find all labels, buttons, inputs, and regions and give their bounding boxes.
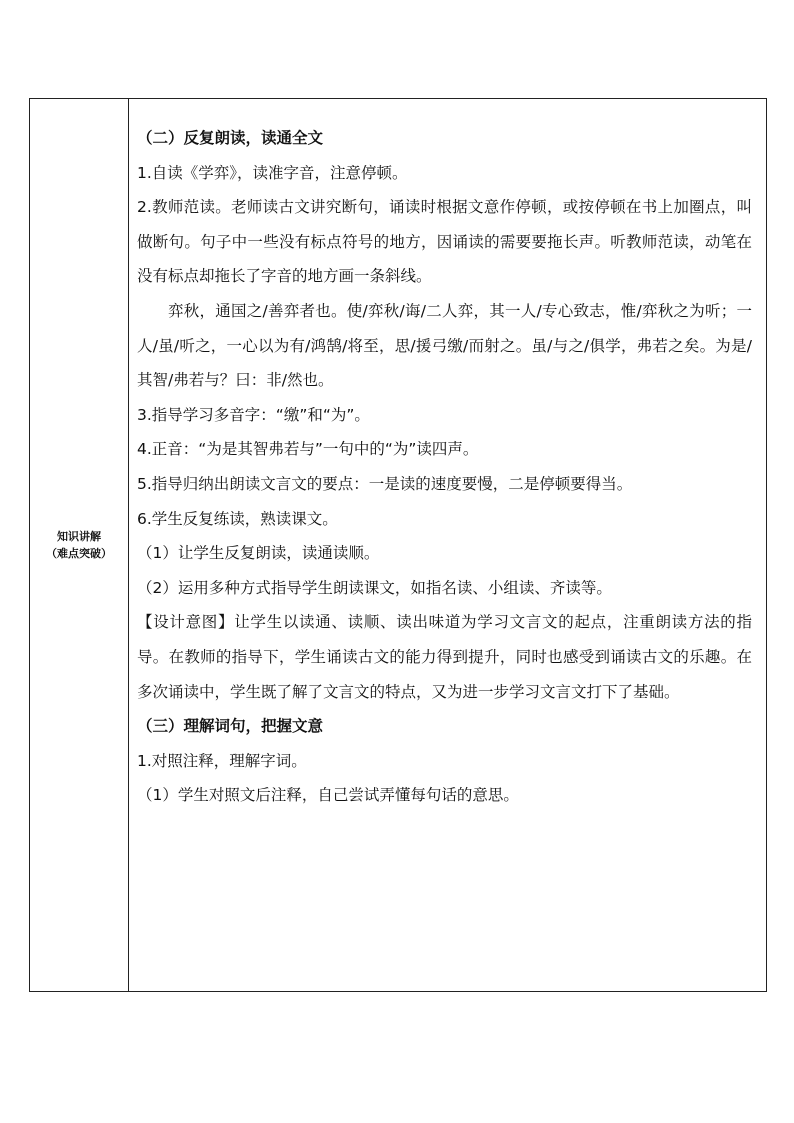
step-1-self-read: 1.自读《学弈》，读准字音，注意停顿。 [137, 163, 408, 182]
classical-text-passage: 弈秋，通国之/善弈者也。使/弈秋/诲/二人弈，其一人/专心致志，惟/弈秋之为听；一人/虽/听之，一心以为有/鸿鹄/将至，思/援弓缴/而射之。虽/与之/俱学，弗若之矣。为是/其智/弗若与？曰：非/然也。 [137, 301, 752, 390]
substep-2: （2）运用多种方式指导学生朗读课文，如指名读、小组读、齐读等。 [137, 578, 612, 597]
section-label-cell [30, 99, 129, 992]
substep-annotations-1: （1）学生对照文后注释，自己尝试弄懂每句话的意思。 [137, 786, 519, 805]
heading-read-repeatedly: （二）反复朗读，读通全文 [137, 129, 324, 147]
step-1-annotations: 1.对照注释，理解字词。 [137, 751, 307, 770]
section-label-subtitle: （难点突破） [46, 547, 112, 560]
step-5-reading-points: 5.指导归纳出朗读文言文的要点：一是读的速度要慢，二是停顿要得当。 [137, 474, 633, 493]
step-2-teacher-demo: 2.教师范读。老师读古文讲究断句，诵读时根据文意作停顿，或按停顿在书上加圈点，叫做断句。句子中一些没有标点符号的地方，因诵读的需要要拖长声。听教师范读，动笔在没有标点却拖长了字音的地方画一条斜线。 [137, 198, 752, 286]
substep-1: （1）让学生反复朗读，读通读顺。 [137, 544, 380, 563]
heading-understand-text: （三）理解词句，把握文意 [137, 717, 324, 736]
step-6-practice: 6.学生反复练读，熟读课文。 [137, 509, 338, 528]
section-label-title: 知识讲解 [57, 530, 101, 543]
step-4-pronunciation: 4.正音：“为是其智弗若与”一句中的“为”读四声。 [137, 440, 479, 459]
lesson-table [29, 98, 767, 992]
content-body [129, 99, 766, 813]
design-intent: 【设计意图】让学生以读通、读顺、读出味道为学习文言文的起点，注重朗读方法的指导。在教师的指导下，学生诵读古文的能力得到提升，同时也感受到诵读古文的乐趣。在多次诵读中，学生既了解了文言文的特点，又为进一步学习文言文打下了基础。 [137, 613, 752, 701]
table-row [30, 99, 767, 992]
step-3-polyphones: 3.指导学习多音字：“缴”和“为”。 [137, 405, 370, 424]
content-cell [129, 99, 767, 992]
